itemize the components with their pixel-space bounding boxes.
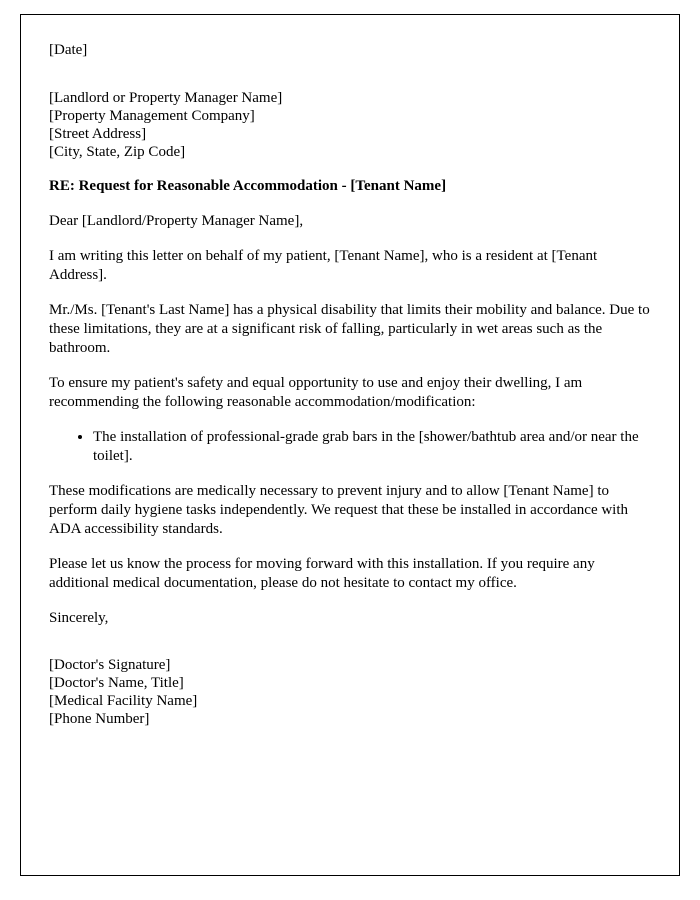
recipient-block: [49, 89, 651, 161]
accommodation-list-item: • The installation of professional-grade grab bars in the [shower/bathtub area and/or near the toilet].: [93, 428, 651, 466]
closing-line: Sincerely,: [49, 610, 109, 626]
body-paragraph-3: To ensure my patient's safety and equal opportunity to use and enjoy their dwelling, I am recommending the following reasonable accommodation/modification:: [49, 375, 583, 410]
body-paragraph-5: Please let us know the process for moving forward with this installation. If you require any additional medical documentation, please do not hesitate to contact my office.: [49, 556, 595, 591]
recipient-name-line: [Landlord or Property Manager Name]: [49, 90, 283, 106]
facility-name-line: [Medical Facility Name]: [49, 693, 198, 709]
date-line: [Date]: [49, 42, 88, 58]
salutation-line: Dear [Landlord/Property Manager Name],: [49, 213, 304, 229]
signature-block: [49, 656, 651, 728]
recipient-street-line: [Street Address]: [49, 126, 147, 142]
body-paragraph-4: These modifications are medically necessary to prevent injury and to allow [Tenant Name] to perform daily hygiene tasks independently. We request that these be installed in accordance with ADA accessibility standards.: [49, 483, 629, 537]
phone-number-line: [Phone Number]: [49, 711, 150, 727]
recipient-company-line: [Property Management Company]: [49, 108, 255, 124]
subject-line: RE: Request for Reasonable Accommodation - [Tenant Name]: [49, 178, 447, 194]
letter-page: [20, 14, 680, 876]
signature-line: [Doctor's Signature]: [49, 657, 171, 673]
accommodation-list: [49, 428, 651, 466]
body-paragraph-1: I am writing this letter on behalf of my patient, [Tenant Name], who is a resident at [Tenant Address].: [49, 248, 598, 283]
doctor-name-line: [Doctor's Name, Title]: [49, 675, 184, 691]
date-block: [49, 41, 651, 59]
body-paragraph-2: Mr./Ms. [Tenant's Last Name] has a physical disability that limits their mobility and balance. Due to these limitations, they are at a significant risk of falling, particularly in wet areas such as the bathroom.: [49, 302, 650, 356]
recipient-city-line: [City, State, Zip Code]: [49, 144, 186, 160]
